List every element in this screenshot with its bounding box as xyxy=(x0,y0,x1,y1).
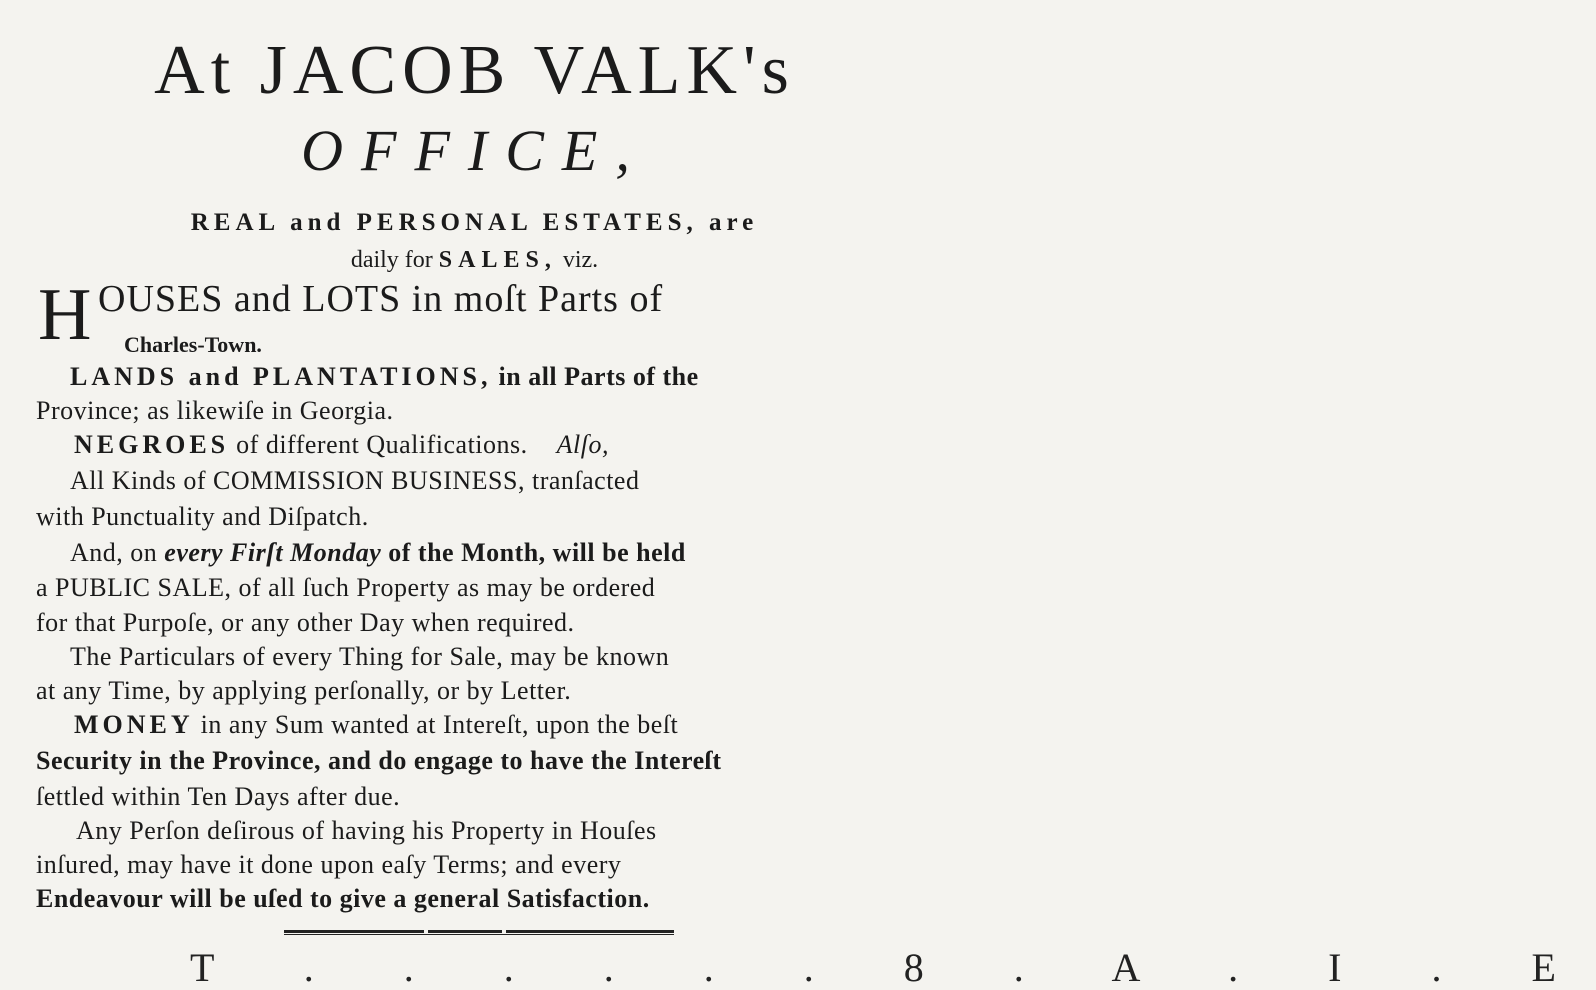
divider-segment xyxy=(506,930,674,933)
section-divider xyxy=(284,930,674,936)
monday-line-1 xyxy=(70,540,940,566)
estates-heading: REAL and PERSONAL ESTATES, are xyxy=(190,209,759,236)
monday-a: And, on xyxy=(70,538,165,567)
negroes-line xyxy=(74,432,944,458)
monday-c: of the Month, will be held xyxy=(381,538,686,567)
monday-line-3: for that Purpoſe, or any other Day when required. xyxy=(36,608,575,637)
daily-sales-word: SALES, xyxy=(438,247,557,273)
particulars-line-1: The Particulars of every Thing for Sale, may be known xyxy=(70,642,670,671)
ad-subtitle: OFFICE, xyxy=(301,118,648,183)
divider-segment xyxy=(284,930,424,933)
money-line-3: ſettled within Ten Days after due. xyxy=(36,782,401,811)
divider-hairline xyxy=(284,934,674,935)
negroes-rest: of different Qualifications. xyxy=(229,430,528,459)
also-word: Alſo, xyxy=(556,430,609,459)
lands-line-2: Province; as likewiſe in Georgia. xyxy=(36,396,394,425)
commission-lead: All Kinds of COMMISSION BUSINESS, xyxy=(70,466,525,495)
drop-cap: H xyxy=(38,274,92,356)
houses-place: Charles-Town. xyxy=(124,332,262,357)
insurance-line-2: inſured, may have it done upon eaſy Terms; and every xyxy=(36,850,622,879)
commission-line-1 xyxy=(70,468,940,494)
money-line-2: Security in the Province, and do engage to have the Intereſt xyxy=(36,746,722,775)
monday-b: every Firſt Monday xyxy=(164,538,382,567)
commission-line-2: with Punctuality and Diſpatch. xyxy=(36,502,369,531)
lands-lead: LANDS and PLANTATIONS, xyxy=(70,362,492,391)
insurance-line-3: Endeavour will be uſed to give a general Satisfaction. xyxy=(36,884,650,913)
insurance-line-1: Any Perſon deſirous of having his Property in Houſes xyxy=(76,816,657,845)
daily-sales-line xyxy=(0,248,949,272)
divider-segment xyxy=(428,930,502,933)
commission-rest: tranſacted xyxy=(524,466,640,495)
negroes-lead: NEGROES xyxy=(74,430,230,459)
daily-suffix: viz. xyxy=(562,247,599,273)
daily-prefix: daily for xyxy=(350,247,433,273)
cut-off-next-line: T . . . . . . 8 . A . I . E xyxy=(190,945,1596,990)
money-rest: in any Sum wanted at Intereſt, upon the beſt xyxy=(193,710,679,739)
lands-line-1 xyxy=(70,364,900,390)
ad-title: At JACOB VALK's xyxy=(154,32,795,109)
money-line-1 xyxy=(74,712,944,738)
monday-line-2: a PUBLIC SALE, of all ſuch Property as may be ordered xyxy=(36,573,656,602)
money-lead: MONEY xyxy=(74,710,194,739)
particulars-line-2: at any Time, by applying perſonally, or by Letter. xyxy=(36,676,572,705)
lands-rest: in all Parts of the xyxy=(491,362,699,391)
houses-line: OUSES and LOTS in moſt Parts of xyxy=(98,278,664,320)
